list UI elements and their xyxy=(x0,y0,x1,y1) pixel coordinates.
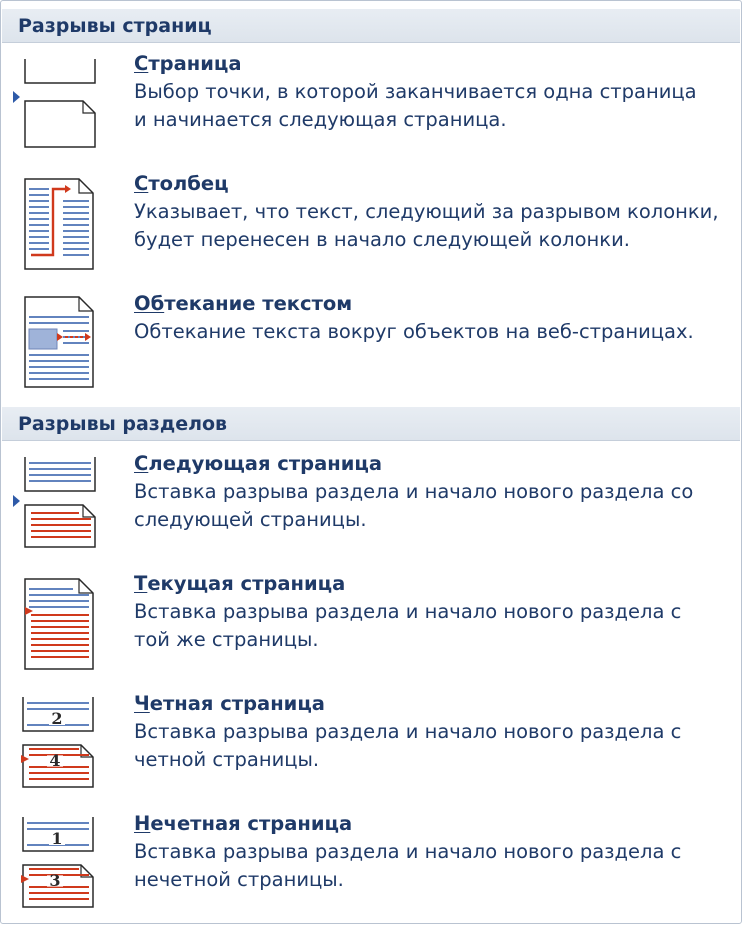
page-number-label: 3 xyxy=(49,871,61,890)
page-number-label: 1 xyxy=(51,829,63,848)
item-title: Обтекание текстом xyxy=(134,292,353,315)
item-title: Текущая страница xyxy=(134,572,346,595)
menu-item-even-page-section[interactable] xyxy=(1,691,743,796)
item-title: Следующая страница xyxy=(134,452,382,475)
menu-item-text-wrapping[interactable] xyxy=(1,291,743,391)
item-description: Вставка разрыва раздела и начало нового раздела со следующей страницы. xyxy=(134,480,694,531)
page-break-icon xyxy=(13,51,103,151)
item-title: Столбец xyxy=(134,172,229,195)
item-title: Страница xyxy=(134,52,242,75)
column-break-icon xyxy=(13,175,103,275)
selection-arrow-icon xyxy=(13,91,21,103)
item-description: Вставка разрыва раздела и начало нового раздела с нечетной страницы. xyxy=(134,840,682,891)
continuous-section-icon xyxy=(13,575,103,675)
item-description: Вставка разрыва раздела и начало нового раздела с четной страницы. xyxy=(134,720,682,771)
section-header-section-breaks: Разрывы разделов xyxy=(2,407,740,441)
next-page-section-icon xyxy=(13,451,103,551)
item-description: Обтекание текста вокруг объектов на веб-страницах. xyxy=(134,320,694,343)
item-description: Вставка разрыва раздела и начало нового раздела с той же страницы. xyxy=(134,600,682,651)
item-title: Нечетная страница xyxy=(134,812,353,835)
page-number-label: 4 xyxy=(49,751,61,770)
selection-arrow-icon xyxy=(13,495,21,507)
odd-page-section-icon xyxy=(13,811,103,911)
menu-item-page-break[interactable] xyxy=(1,51,743,156)
even-page-section-icon xyxy=(13,691,103,791)
section-header-page-breaks: Разрывы страниц xyxy=(2,9,740,43)
menu-item-column-break[interactable] xyxy=(1,171,743,276)
item-description: Указывает, что текст, следующий за разрывом колонки, будет перенесен в начало следующей колонки. xyxy=(134,200,719,251)
item-description: Выбор точки, в которой заканчивается одна страница и начинается следующая страница. xyxy=(134,80,697,131)
page-number-label: 2 xyxy=(51,709,63,728)
item-title: Четная страница xyxy=(134,692,325,715)
menu-item-continuous-section[interactable] xyxy=(1,571,743,676)
text-wrapping-icon xyxy=(13,293,103,393)
menu-item-next-page-section[interactable] xyxy=(1,451,743,556)
menu-item-odd-page-section[interactable] xyxy=(1,811,743,916)
